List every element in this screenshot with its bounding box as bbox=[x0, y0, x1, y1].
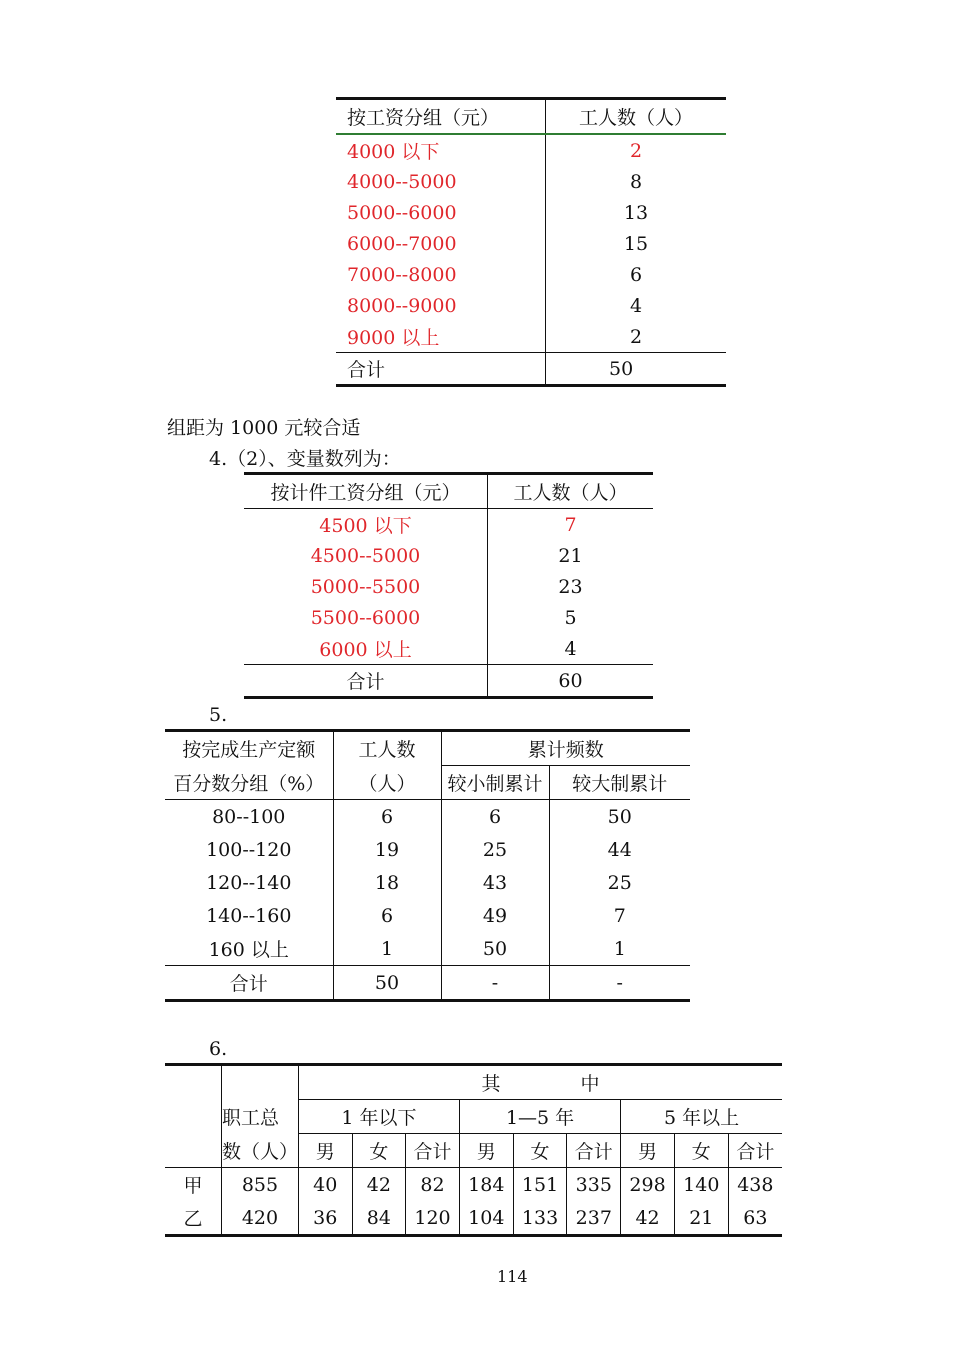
table1-cell-workers: 6 bbox=[629, 263, 643, 286]
section-4-heading: 4.（2）、变量数列为： bbox=[209, 448, 401, 470]
table4-sub-male: 男 bbox=[459, 1134, 513, 1168]
table-row bbox=[165, 932, 690, 966]
table4-sub-female: 女 bbox=[352, 1134, 406, 1168]
table4-cell: 438 bbox=[737, 1173, 774, 1196]
table1-cell-workers: 4 bbox=[629, 294, 643, 317]
table1-cell-group: 8000--9000 bbox=[336, 290, 546, 321]
table4-row-label: 乙 bbox=[165, 1201, 221, 1236]
table3-cell: 50 bbox=[607, 805, 632, 828]
table2-cell-workers: 7 bbox=[564, 513, 577, 536]
table-row bbox=[244, 509, 653, 541]
page-number: 114 bbox=[497, 1267, 528, 1286]
table2-cell-group: 4500--5000 bbox=[244, 540, 488, 571]
table3-cell: 7 bbox=[613, 904, 626, 927]
table3-header-workers-line1: 工人数 bbox=[333, 731, 441, 766]
table3-header-cum-small: 较小制累计 bbox=[441, 766, 549, 800]
table4-cell: 40 bbox=[298, 1168, 352, 1202]
table4-sub-total: 合计 bbox=[567, 1134, 621, 1168]
table2-cell-workers: 4 bbox=[564, 637, 577, 660]
table-row bbox=[336, 290, 726, 321]
table3-cell: 49 bbox=[441, 899, 549, 932]
table-total-row bbox=[336, 353, 726, 386]
table4-row-label: 甲 bbox=[165, 1168, 221, 1202]
table-row bbox=[336, 166, 726, 197]
table-total-row bbox=[244, 665, 653, 698]
table4-header-total-line1: 职工总 bbox=[221, 1100, 298, 1134]
table1-cell-group: 4000 以下 bbox=[336, 134, 546, 166]
table-total-row bbox=[165, 966, 690, 1001]
table3-cell: 25 bbox=[607, 871, 632, 894]
table3-cell: 6 bbox=[333, 800, 441, 834]
table3-cell: 25 bbox=[441, 833, 549, 866]
table-row bbox=[244, 540, 653, 571]
table1-cell-group: 5000--6000 bbox=[336, 197, 546, 228]
table3-header-group-line2: 百分数分组（%） bbox=[165, 766, 333, 800]
table-row bbox=[165, 899, 690, 932]
table3-header-workers-line2: （人） bbox=[333, 766, 441, 800]
table1-cell-group: 4000--5000 bbox=[336, 166, 546, 197]
piece-wage-table bbox=[244, 472, 653, 699]
table3-cell: 6 bbox=[441, 800, 549, 834]
table3-cell: 6 bbox=[333, 899, 441, 932]
table2-cell-group: 6000 以上 bbox=[244, 633, 488, 665]
table4-cell: 120 bbox=[406, 1201, 460, 1236]
table-row bbox=[165, 866, 690, 899]
table4-cell: 42 bbox=[352, 1168, 406, 1202]
table-row bbox=[336, 321, 726, 353]
table2-cell-group: 5000--5500 bbox=[244, 571, 488, 602]
table3-cell: 1 bbox=[613, 937, 626, 960]
table-row bbox=[165, 800, 690, 834]
table4-header-qi: 其 bbox=[481, 1073, 501, 1095]
quota-completion-table bbox=[165, 729, 690, 1002]
table2-total-value: 60 bbox=[488, 665, 654, 698]
table4-cell: 63 bbox=[743, 1206, 768, 1229]
table4-cell: 36 bbox=[298, 1201, 352, 1236]
table4-cell: 184 bbox=[459, 1168, 513, 1202]
table1-cell-workers: 8 bbox=[629, 170, 643, 193]
table1-total-label: 合计 bbox=[336, 353, 546, 386]
table4-cell: 84 bbox=[352, 1201, 406, 1236]
table4-cell: 237 bbox=[567, 1201, 621, 1236]
table4-cell: 420 bbox=[221, 1201, 298, 1236]
table3-cell: 44 bbox=[607, 838, 632, 861]
table3-cell: 1 bbox=[333, 932, 441, 966]
table3-cell: 140--160 bbox=[165, 899, 333, 932]
table3-total-workers: 50 bbox=[333, 966, 441, 1001]
table3-cell: 43 bbox=[441, 866, 549, 899]
table4-cell: 140 bbox=[674, 1168, 728, 1202]
table-row bbox=[165, 1201, 782, 1236]
table2-cell-group: 4500 以下 bbox=[244, 509, 488, 541]
table1-header-workers: 工人数（人） bbox=[546, 99, 727, 135]
wage-group-table bbox=[336, 97, 726, 387]
table4-cell: 42 bbox=[621, 1201, 675, 1236]
table1-cell-workers: 2 bbox=[629, 325, 643, 348]
table-row bbox=[165, 833, 690, 866]
table4-sub-total: 合计 bbox=[728, 1134, 782, 1168]
table4-cell: 151 bbox=[513, 1168, 567, 1202]
table1-cell-workers: 2 bbox=[629, 139, 643, 162]
table4-sub-female: 女 bbox=[674, 1134, 728, 1168]
table-row bbox=[244, 602, 653, 633]
table4-header-qizhong bbox=[298, 1065, 782, 1100]
table1-cell-workers: 13 bbox=[623, 201, 649, 224]
table1-cell-group: 7000--8000 bbox=[336, 259, 546, 290]
table4-cell: 133 bbox=[513, 1201, 567, 1236]
table4-cell: 104 bbox=[459, 1201, 513, 1236]
table4-header-group-2: 1—5 年 bbox=[459, 1100, 620, 1134]
table-row bbox=[244, 633, 653, 665]
table2-header-group: 按计件工资分组（元） bbox=[244, 474, 488, 509]
table1-total-value: 50 bbox=[546, 353, 727, 386]
table4-header-total-line2: 数（人） bbox=[221, 1134, 298, 1168]
table4-cell: 855 bbox=[221, 1168, 298, 1202]
table4-header-group-1: 1 年以下 bbox=[298, 1100, 459, 1134]
seniority-table bbox=[165, 1063, 782, 1237]
section-5-heading: 5. bbox=[209, 704, 228, 726]
table4-sub-female: 女 bbox=[513, 1134, 567, 1168]
table-row bbox=[244, 571, 653, 602]
table4-cell: 21 bbox=[674, 1201, 728, 1236]
table-row bbox=[336, 259, 726, 290]
table2-cell-group: 5500--6000 bbox=[244, 602, 488, 633]
table3-header-group-line1: 按完成生产定额 bbox=[165, 731, 333, 766]
table3-cell: 50 bbox=[441, 932, 549, 966]
table4-cell: 298 bbox=[621, 1168, 675, 1202]
table3-cell: 18 bbox=[333, 866, 441, 899]
table4-cell: 335 bbox=[567, 1168, 621, 1202]
table-row bbox=[165, 1168, 782, 1202]
table4-sub-male: 男 bbox=[298, 1134, 352, 1168]
table-row bbox=[336, 134, 726, 166]
table2-cell-workers: 21 bbox=[558, 544, 583, 567]
table1-cell-group: 6000--7000 bbox=[336, 228, 546, 259]
table4-sub-total: 合计 bbox=[406, 1134, 460, 1168]
table-row bbox=[336, 197, 726, 228]
table3-cell: 100--120 bbox=[165, 833, 333, 866]
table3-cell: 160 以上 bbox=[165, 932, 333, 966]
table3-cell: 120--140 bbox=[165, 866, 333, 899]
table1-cell-workers: 15 bbox=[623, 232, 649, 255]
table4-corner bbox=[165, 1065, 221, 1168]
table2-header-workers: 工人数（人） bbox=[488, 474, 654, 509]
table3-cell: 19 bbox=[333, 833, 441, 866]
table4-header-group-3: 5 年以上 bbox=[621, 1100, 782, 1134]
table4-sub-male: 男 bbox=[621, 1134, 675, 1168]
table-row bbox=[336, 228, 726, 259]
table3-total-cum-large: - bbox=[549, 966, 690, 1001]
table3-cell: 80--100 bbox=[165, 800, 333, 834]
table1-header-group: 按工资分组（元） bbox=[336, 99, 546, 135]
table4-header-blank bbox=[221, 1065, 298, 1100]
table1-cell-group: 9000 以上 bbox=[336, 321, 546, 353]
table4-cell: 82 bbox=[406, 1168, 460, 1202]
table3-total-cum-small: - bbox=[441, 966, 549, 1001]
table2-cell-workers: 23 bbox=[558, 575, 583, 598]
table3-total-label: 合计 bbox=[165, 966, 333, 1001]
group-interval-note: 组距为 1000 元较合适 bbox=[167, 417, 361, 439]
table3-header-cumulative: 累计频数 bbox=[441, 731, 690, 766]
section-6-heading: 6. bbox=[209, 1038, 228, 1060]
table4-header-zhong: 中 bbox=[580, 1073, 600, 1095]
table3-header-cum-large: 较大制累计 bbox=[549, 766, 690, 800]
table2-cell-workers: 5 bbox=[564, 606, 577, 629]
table2-total-label: 合计 bbox=[244, 665, 488, 698]
